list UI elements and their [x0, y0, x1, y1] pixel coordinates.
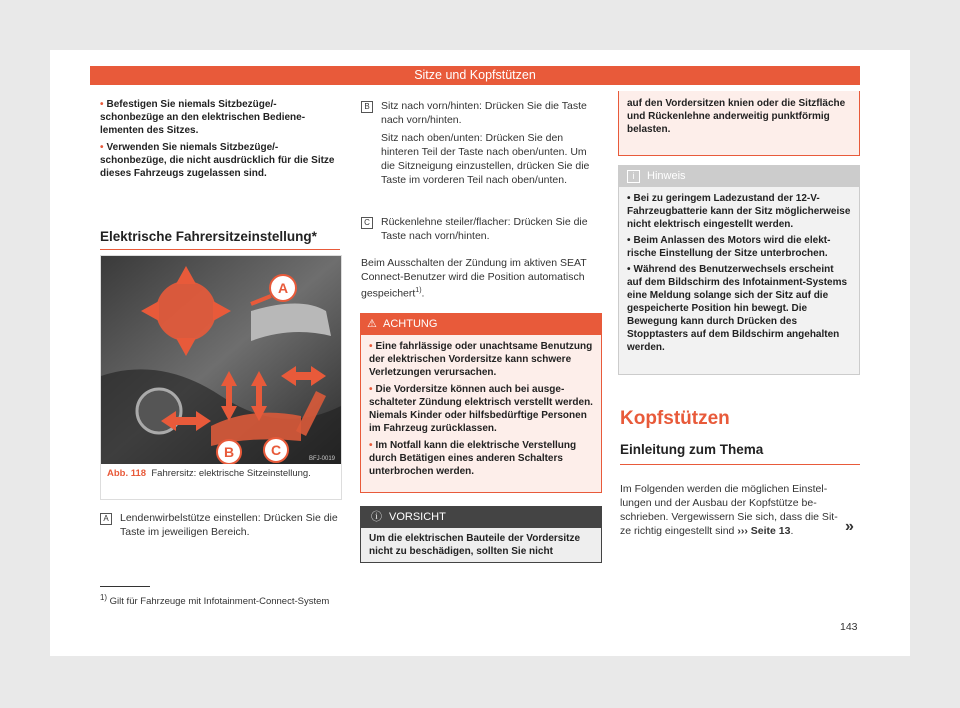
vorsicht-text: Um die elektrischen Bauteile der Vordersitze nicht zu beschädigen, sollten Sie nicht	[369, 533, 581, 557]
item-b-text-1: Sitz nach vorn/hinten: Drücken Sie die Taste nach vorn/hinten.	[381, 100, 587, 126]
vorsicht-continued-text: auf den Vordersitzen knien oder die Sitzfläche und Rückenlehne anderweitig punktförmig belasten.	[627, 98, 846, 135]
warning-item: • Verwenden Sie niemals Sitzbezüge/-schonbezüge, die nicht ausdrücklich für die Sitze dieses Fahrzeugs zugelassen sind.	[100, 142, 335, 179]
continue-icon: »	[845, 518, 854, 535]
intro-paragraph: Im Folgenden werden die möglichen Einstellungen und der Ausbau der Kopfstütze beschrieben. Vergewissern Sie sich, dass die Sitze richtig eingestellt sind ››› Seite 13.	[620, 483, 838, 537]
seat-connect-paragraph: Beim Ausschalten der Zündung im aktiven SEAT Connect-Benutzer wird die Position automatisch gespeichert$^{1)}$.	[361, 257, 587, 300]
vorsicht-header: ⓘ VORSICHT	[361, 507, 601, 528]
bullet-icon: •	[369, 341, 373, 352]
page-number: 143	[840, 621, 858, 633]
achtung-body	[361, 335, 601, 487]
item-a-text: Lendenwirbelstütze einstellen: Drücken Sie die Taste im jeweiligen Bereich.	[120, 512, 338, 538]
footnote-text: Gilt für Fahrzeuge mit Infotainment-Connect-System	[109, 596, 330, 608]
section-heading-kopfstuetzen: Kopfstützen	[620, 408, 730, 429]
achtung-item: • Im Notfall kann die elektrische Verstellung durch Betätigen eines anderen Schalters unterbrochen werden.	[369, 440, 577, 477]
figure	[100, 255, 342, 500]
item-c-text: Rückenlehne steiler/flacher: Drücken Sie die Taste nach vorn/hinten.	[381, 216, 588, 242]
figure-code: BFJ-0019	[308, 456, 335, 462]
bullet-icon: •	[627, 193, 631, 204]
figure-label-a: A	[277, 280, 289, 296]
item-c	[361, 215, 601, 243]
subsection-heading: Einleitung zum Thema	[620, 442, 860, 465]
figure-caption-text: Fahrersitz: elektrische Sitzeinstellung.	[151, 468, 311, 479]
hinweis-item: • Bei zu geringem Ladezustand der 12-V-Fahrzeugbatterie kann der Sitz möglicherweise nicht elektrisch eingestellt werden.	[627, 193, 851, 230]
footnote-mark: 1)	[100, 593, 108, 602]
hinweis-header: i Hinweis	[619, 166, 859, 187]
vorsicht-box	[360, 506, 602, 563]
chapter-header: Sitze und Kopfstützen	[90, 66, 860, 85]
bullet-icon: •	[369, 440, 373, 451]
achtung-item: • Eine fahrlässige oder unachtsame Benutzung der elektrischen Vordersitze kann schwere Verletzungen verursachen.	[369, 341, 593, 378]
footnote-ref: 1)	[415, 287, 422, 294]
achtung-header: ⚠ ACHTUNG	[361, 314, 601, 335]
hinweis-item: • Während des Benutzerwechsels erscheint auf dem Bildschirm des Infotainment-Systems eine Meldung solange sich der Sitz auf die gespeicherte Position hin bewegt. Die Bewegung kann durch Drücken des Stopptasters auf dem Bildschirm angehalten werden.	[627, 264, 848, 353]
warning-item: • Befestigen Sie niemals Sitzbezüge/-schonbezüge an den elektrischen Bedienelementen des Sitzes.	[100, 99, 306, 136]
figure-label-c: C	[270, 442, 282, 458]
figure-number: Abb. 118	[107, 468, 147, 479]
hinweis-item: • Beim Anlassen des Motors wird die elektrische Einstellung der Sitze unterbrochen.	[627, 235, 831, 259]
page-link[interactable]: ››› Seite 13	[737, 525, 791, 537]
label-box-a: A	[100, 513, 112, 525]
vorsicht-continued-box	[618, 91, 860, 156]
top-warning-list	[100, 98, 340, 184]
figure-caption	[107, 468, 335, 480]
achtung-item: • Die Vordersitze können auch bei ausgeschalteter Zündung elektrisch verstellt werden. Niemals Kinder oder hilfsbedürftige Personen im Fahrzeug zurücklassen.	[369, 384, 593, 434]
seat-controls-illustration	[101, 256, 341, 464]
footnote-divider	[100, 586, 150, 587]
hinweis-box	[618, 165, 860, 375]
bullet-icon: •	[100, 99, 104, 110]
bullet-icon: •	[100, 142, 104, 153]
info-icon: i	[627, 170, 640, 183]
achtung-box	[360, 313, 602, 493]
item-b-text-2: Sitz nach oben/unten: Drücken Sie den hinteren Teil der Taste nach oben/unten. Um die Sitzneigung einzustellen, drücken Sie die Taste im vorderen Teil nach oben/unten.	[381, 132, 590, 186]
label-box-c: C	[361, 217, 373, 229]
bullet-icon: •	[627, 235, 631, 246]
item-b	[361, 99, 601, 187]
figure-label-b: B	[223, 444, 235, 460]
bullet-icon: •	[369, 384, 373, 395]
hinweis-body	[619, 187, 859, 362]
label-box-b: B	[361, 101, 373, 113]
section-title: Elektrische Fahrersitzeinstellung*	[100, 230, 340, 250]
item-a	[100, 511, 340, 539]
bullet-icon: •	[627, 264, 631, 275]
footnote	[100, 592, 340, 608]
